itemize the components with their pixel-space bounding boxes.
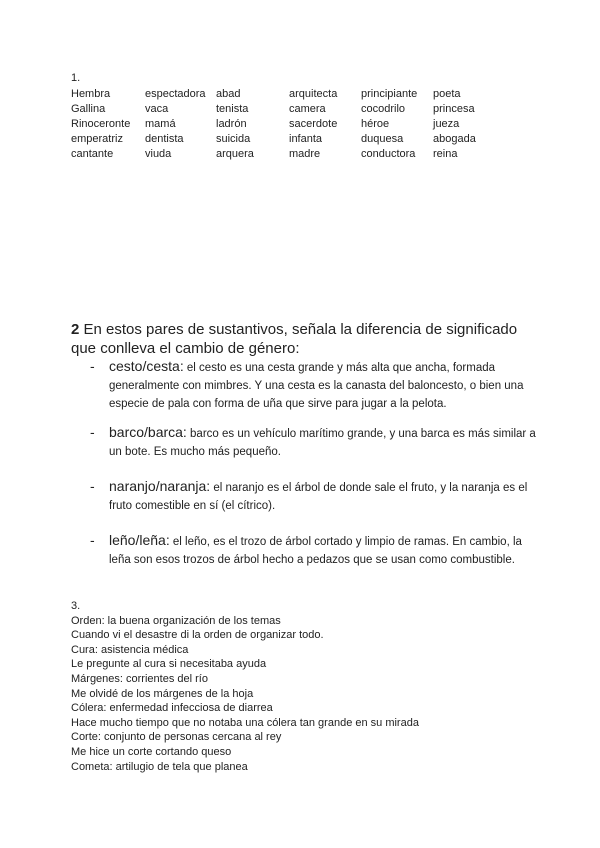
- grid-word: abogada: [433, 133, 476, 145]
- pair-term: leño/leña:: [109, 532, 170, 548]
- grid-word: vaca: [145, 103, 169, 115]
- grid-word: camera: [289, 103, 326, 115]
- text-line: Cometa: artilugio de tela que planea: [71, 760, 248, 773]
- grid-word: espectadora: [145, 88, 206, 100]
- list-item: [90, 357, 540, 423]
- text-line: Cuando vi el desastre di la orden de organizar todo.: [71, 629, 324, 642]
- list-item: [90, 423, 540, 477]
- grid-word: arquera: [216, 148, 254, 160]
- grid-word: suicida: [216, 133, 251, 145]
- pairs-list: [90, 357, 540, 569]
- grid-word: cocodrilo: [361, 103, 406, 115]
- grid-word: madre: [289, 148, 321, 160]
- text-line: Cura: asistencia médica: [71, 643, 189, 656]
- grid-word: héroe: [361, 118, 390, 130]
- grid-word: tenista: [216, 103, 249, 115]
- pair-explanation: el leño, es el trozo de árbol cortado y limpio de ramas. En cambio, la leña son esos trozos de árbol hecho a pedazos que se usan como combustible.: [109, 536, 522, 566]
- grid-word: mamá: [145, 118, 176, 130]
- bullet-dash: -: [90, 478, 95, 494]
- section-1-number: 1.: [71, 72, 81, 84]
- grid-word: arquitecta: [289, 88, 338, 100]
- grid-word: duquesa: [361, 133, 404, 145]
- grid-word: dentista: [145, 133, 184, 145]
- pair-explanation: el naranjo es el árbol de donde sale el fruto, y la naranja es el fruto comestible en sí (el cítrico).: [109, 482, 528, 512]
- grid-word: emperatriz: [71, 133, 123, 145]
- grid-word: cantante: [71, 148, 114, 160]
- grid-word: principiante: [361, 88, 418, 100]
- text-line: Le pregunte al cura si necesitaba ayuda: [71, 658, 267, 671]
- grid-word: infanta: [289, 133, 323, 145]
- pair-term: barco/barca:: [109, 424, 187, 440]
- grid-word: sacerdote: [289, 118, 338, 130]
- grid-word: abad: [216, 88, 241, 100]
- text-line: Márgenes: corrientes del río: [71, 672, 208, 685]
- grid-word: ladrón: [216, 118, 247, 130]
- grid-word: viuda: [145, 148, 172, 160]
- pair-term: cesto/cesta:: [109, 358, 184, 374]
- text-line: Hace mucho tiempo que no notaba una cólera tan grande en su mirada: [71, 716, 419, 729]
- grid-word: conductora: [361, 148, 416, 160]
- grid-word: poeta: [433, 88, 461, 100]
- pair-explanation: el cesto es una cesta grande y más alta que ancha, formada generalmente con mimbres. Y una cesta es la canasta del baloncesto, o bien una especie de pala con forma de uña que sirve para jugar a la pelota.: [109, 362, 524, 410]
- list-item: [90, 531, 540, 569]
- word-grid: [71, 87, 493, 162]
- grid-word: Hembra: [71, 88, 111, 100]
- text-line: Orden: la buena organización de los temas: [71, 614, 281, 627]
- grid-word: Gallina: [71, 103, 106, 115]
- section-2-heading: [71, 320, 541, 358]
- grid-word: Rinoceronte: [71, 118, 131, 130]
- grid-word: princesa: [433, 103, 475, 115]
- bullet-dash: -: [90, 424, 95, 440]
- text-line: Me hice un corte cortando queso: [71, 745, 232, 758]
- bullet-dash: -: [90, 358, 95, 374]
- bullet-dash: -: [90, 532, 95, 548]
- text-line: Corte: conjunto de personas cercana al rey: [71, 731, 282, 744]
- grid-word: jueza: [433, 118, 460, 130]
- section-3-number: 3.: [71, 600, 81, 612]
- pair-explanation: barco es un vehículo marítimo grande, y una barca es más similar a un bote. Es mucho más pequeño.: [109, 428, 536, 458]
- grid-word: reina: [433, 148, 458, 160]
- pair-term: naranjo/naranja:: [109, 478, 211, 494]
- list-item: [90, 477, 540, 531]
- text-line: Me olvidé de los márgenes de la hoja: [71, 687, 254, 700]
- section-2-title: En estos pares de sustantivos, señala la diferencia de significado que conlleva el cambio de género:: [71, 321, 518, 357]
- text-line: Cólera: enfermedad infecciosa de diarrea: [71, 702, 273, 715]
- section-2-number: 2: [71, 321, 80, 338]
- section-3: [71, 599, 419, 774]
